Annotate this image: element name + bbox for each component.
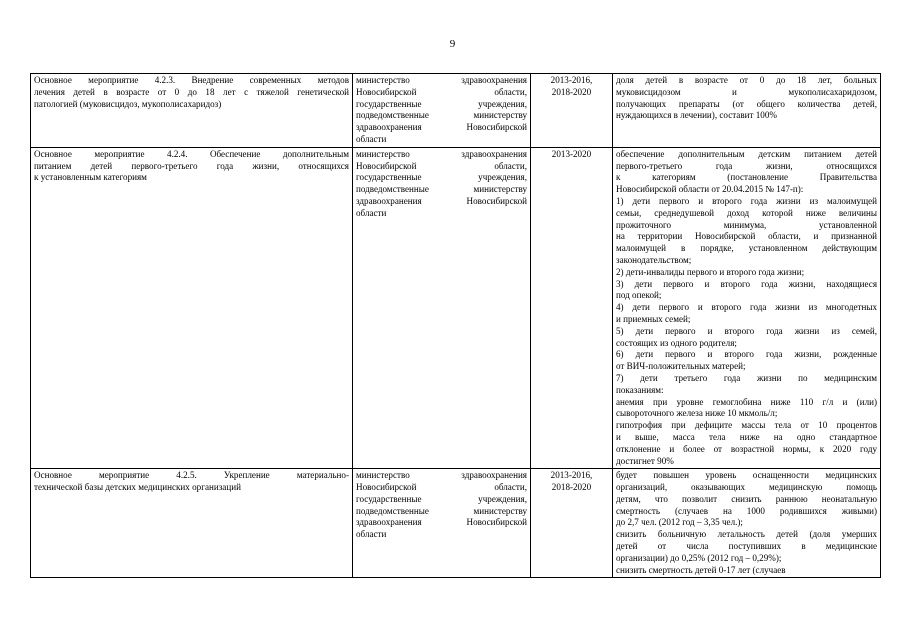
result-paragraph: [616, 349, 877, 373]
text-line: от ВИЧ-положительных матерей;: [616, 361, 746, 372]
text-line: семьи, среднедушевой доход которой ниже величины: [616, 207, 877, 218]
period-line: 2013-2016,: [550, 75, 593, 85]
result-cell: [613, 74, 881, 148]
text-line: области: [356, 133, 387, 144]
text-line: под опекой;: [616, 290, 662, 301]
text-line: здравоохранения Новосибирской: [356, 195, 527, 206]
text-line: питанием детей первого-третьего года жизни, относящихся: [34, 160, 349, 171]
text-line: муковисцидозом и мукополисахаридозом,: [616, 86, 877, 97]
text-line: министерство здравоохранения: [356, 148, 527, 159]
text-line: технической базы детских медицинских организаций: [34, 482, 241, 493]
text-line: подведомственные министерству: [356, 505, 527, 516]
text-line: 4) дети первого и второго года жизни из многодетных: [616, 302, 877, 313]
period-line: 2018-2020: [551, 86, 592, 97]
text-line: Новосибирской области,: [356, 86, 527, 97]
executors-cell: [353, 74, 531, 148]
period-cell: [531, 74, 613, 148]
text-line: детей от числа поступивших в медицинские: [616, 541, 877, 552]
measure-cell: [31, 469, 353, 578]
text-line: прожиточного минимума, установленной: [616, 219, 877, 230]
result-cell: [613, 469, 881, 578]
result-paragraph: [616, 565, 877, 577]
text-line: достигнет 90%: [616, 455, 674, 466]
text-line: сывороточного железа ниже 10 мкмоль/л;: [616, 408, 778, 419]
text-line: организации) до 0,25% (2012 год – 0,29%);: [616, 552, 782, 563]
period-line: 2013-2016,: [550, 470, 593, 481]
text-line: и приемных семей;: [616, 313, 691, 324]
period-line: 2013-2020: [551, 148, 592, 159]
text-line: до 2,7 чел. (2012 год – 3,35 чел.);: [616, 517, 743, 528]
text-line: государственные учреждения,: [356, 98, 527, 109]
result-paragraph: [616, 196, 877, 267]
table-row: [31, 469, 881, 578]
text-line: снизить больничную летальность детей (доля умерших: [616, 529, 877, 540]
text-line: подведомственные министерству: [356, 110, 527, 121]
executors-cell: [353, 147, 531, 469]
text-line: Новосибирской области от 20.04.2015 № 147-п):: [616, 184, 804, 195]
text-line: подведомственные министерству: [356, 184, 527, 195]
result-paragraph: [616, 279, 877, 303]
result-paragraph: [616, 529, 877, 564]
result-cell: [613, 147, 881, 469]
text-line: 2) дети-инвалиды первого и второго года жизни;: [616, 266, 805, 277]
text-line: обеспечение дополнительным детским питанием детей: [616, 148, 877, 159]
text-line: организаций, оказывающих медицинскую помощь: [616, 482, 877, 493]
text-line: показаниям:: [616, 384, 664, 395]
measure-cell: [31, 74, 353, 148]
program-measures-table: [30, 73, 881, 578]
text-line: 1) дети первого и второго года жизни из малоимущей: [616, 195, 877, 206]
result-paragraph: [616, 470, 877, 529]
text-line: министерство здравоохранения: [356, 75, 527, 85]
result-paragraph: [616, 302, 877, 326]
table-row: [31, 147, 881, 469]
text-line: Основное мероприятие 4.2.4. Обеспечение дополнительным: [34, 148, 349, 159]
text-line: области: [356, 207, 387, 218]
text-line: законодательством;: [616, 254, 692, 265]
text-line: министерство здравоохранения: [356, 470, 527, 481]
text-line: снизить смертность детей 0-17 лет (случаев: [616, 564, 786, 575]
text-line: государственные учреждения,: [356, 172, 527, 183]
result-paragraph: [616, 397, 877, 421]
text-line: гипотрофия при дефиците массы тела от 10 процентов: [616, 420, 877, 431]
page-number: 9: [449, 38, 456, 50]
text-line: анемия при уровне гемоглобина ниже 110 г/л и (или): [616, 396, 877, 407]
text-line: смертность (случаев на 1000 родившихся живыми): [616, 505, 877, 516]
text-line: получающих препараты (от общего количества детей,: [616, 98, 877, 109]
result-paragraph: [616, 420, 877, 467]
text-line: детям, что позволит снизить раннюю неонатальную: [616, 493, 877, 504]
text-line: будет повышен уровень оснащенности медицинских: [616, 470, 877, 481]
text-line: 5) дети первого и второго года жизни из семей,: [616, 325, 877, 336]
text-line: на территории Новосибирской области, и признанной: [616, 231, 877, 242]
text-line: нуждающихся в лечении), составит 100%: [616, 110, 777, 121]
text-line: патологией (муковисцидоз, мукополисахаридоз): [34, 98, 222, 109]
result-paragraph: [616, 373, 877, 397]
text-line: области: [356, 529, 387, 540]
text-line: малоимущей в порядке, установленном действующим: [616, 243, 877, 254]
measure-cell: [31, 147, 353, 469]
text-line: 7) дети третьего года жизни по медицинским: [616, 372, 877, 383]
text-line: Основное мероприятие 4.2.3. Внедрение современных методов: [34, 75, 349, 85]
result-paragraph: [616, 149, 877, 196]
text-line: первого-третьего года жизни, относящихся: [616, 160, 877, 171]
result-paragraph: [616, 267, 877, 279]
text-line: и выше, масса тела ниже на одно стандартное: [616, 431, 877, 442]
text-line: лечения детей в возрасте от 0 до 18 лет с тяжелой генетической: [34, 86, 349, 97]
text-line: отклонение и более от возрастной нормы, к 2020 году: [616, 443, 877, 454]
text-line: здравоохранения Новосибирской: [356, 517, 527, 528]
text-line: доля детей в возрасте от 0 до 18 лет, больных: [616, 75, 877, 85]
text-line: здравоохранения Новосибирской: [356, 122, 527, 133]
text-line: Новосибирской области,: [356, 160, 527, 171]
text-line: состоящих из одного родителя;: [616, 337, 737, 348]
text-line: 6) дети первого и второго года жизни, рожденные: [616, 349, 877, 360]
period-line: 2018-2020: [551, 482, 592, 493]
result-paragraph: [616, 326, 877, 350]
text-line: к установленным категориям: [34, 172, 147, 183]
period-cell: [531, 147, 613, 469]
text-line: Новосибирской области,: [356, 482, 527, 493]
executors-cell: [353, 469, 531, 578]
text-line: к категориям (постановление Правительства: [616, 172, 877, 183]
text-line: государственные учреждения,: [356, 493, 527, 504]
text-line: Основное мероприятие 4.2.5. Укрепление материально-: [34, 470, 349, 481]
period-cell: [531, 469, 613, 578]
text-line: 3) дети первого и второго года жизни, находящиеся: [616, 278, 877, 289]
table-row: [31, 74, 881, 148]
